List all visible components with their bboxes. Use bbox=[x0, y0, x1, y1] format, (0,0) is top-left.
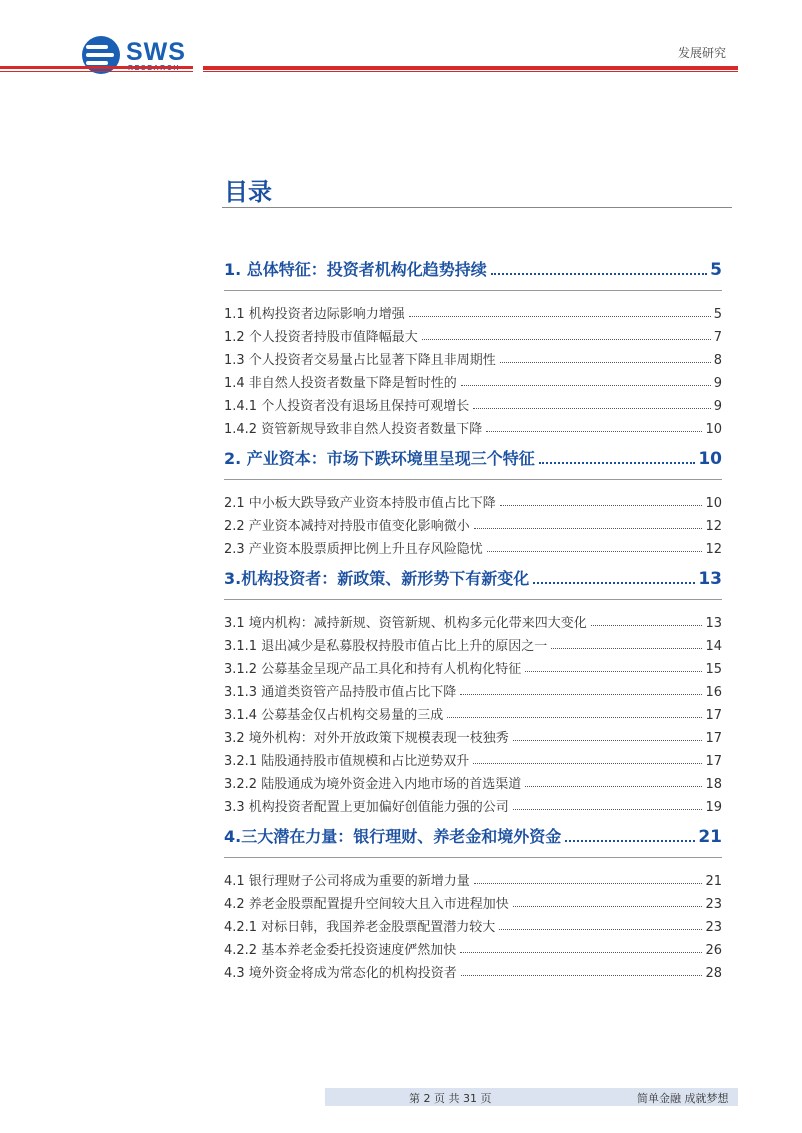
dot-leader bbox=[533, 582, 695, 584]
dot-leader bbox=[409, 316, 711, 317]
toc-subsection-entry[interactable] bbox=[224, 304, 722, 322]
subsection-title: 4.2.1 对标日韩，我国养老金股票配置潜力较大 bbox=[224, 920, 496, 935]
subsection-title: 4.3 境外资金将成为常态化的机构投资者 bbox=[224, 966, 457, 981]
chapter-title: 3.机构投资者：新政策、新形势下有新变化 bbox=[224, 569, 530, 588]
subsection-page-number: 23 bbox=[705, 897, 722, 912]
dot-leader bbox=[474, 528, 703, 529]
dot-leader bbox=[525, 671, 702, 672]
dot-leader bbox=[473, 763, 702, 764]
chapter-divider bbox=[224, 599, 722, 600]
header-divider bbox=[0, 66, 193, 69]
toc-subsection-entry[interactable] bbox=[224, 917, 722, 935]
footer-page-info: 第 2 页 共 31 页 bbox=[409, 1092, 492, 1105]
dot-leader bbox=[460, 952, 702, 953]
subsection-page-number: 12 bbox=[705, 519, 722, 534]
dot-leader bbox=[591, 625, 703, 626]
chapter-page-number: 13 bbox=[698, 569, 722, 589]
toc-subsection-entry[interactable] bbox=[224, 751, 722, 769]
dot-leader bbox=[500, 505, 703, 506]
dot-leader bbox=[461, 385, 711, 386]
subsection-page-number: 28 bbox=[705, 966, 722, 981]
toc-subsection-entry[interactable] bbox=[224, 728, 722, 746]
toc-subsection-entry[interactable] bbox=[224, 516, 722, 534]
toc-chapter-entry[interactable] bbox=[224, 825, 722, 847]
dot-leader bbox=[473, 408, 711, 409]
subsection-title: 3.3 机构投资者配置上更加偏好创值能力强的公司 bbox=[224, 800, 509, 815]
toc-subsection-entry[interactable] bbox=[224, 396, 722, 414]
header-divider-thin bbox=[0, 71, 193, 72]
toc-subsection-entry[interactable] bbox=[224, 774, 722, 792]
toc-section bbox=[224, 258, 722, 437]
toc-subsection-entry[interactable] bbox=[224, 705, 722, 723]
subsection-title: 3.1 境内机构：减持新规、资管新规、机构多元化带来四大变化 bbox=[224, 616, 587, 631]
toc-subsection-entry[interactable] bbox=[224, 963, 722, 981]
subsection-title: 3.1.4 公募基金仅占机构交易量的三成 bbox=[224, 708, 444, 723]
logo-text: SWS bbox=[126, 38, 186, 66]
dot-leader bbox=[513, 906, 703, 907]
sws-logo bbox=[82, 36, 192, 76]
subsection-page-number: 8 bbox=[713, 353, 722, 368]
dot-leader bbox=[461, 975, 703, 976]
dot-leader bbox=[486, 431, 702, 432]
toc-subsection-entry[interactable] bbox=[224, 350, 722, 368]
subsection-page-number: 10 bbox=[705, 422, 722, 437]
chapter-divider bbox=[224, 290, 722, 291]
subsection-page-number: 17 bbox=[705, 708, 722, 723]
toc-subsection-entry[interactable] bbox=[224, 871, 722, 889]
subsection-page-number: 21 bbox=[705, 874, 722, 889]
subsection-title: 2.3 产业资本股票质押比例上升且存风险隐忧 bbox=[224, 542, 483, 557]
toc-subsection-entry[interactable] bbox=[224, 682, 722, 700]
subsection-title: 3.1.3 通道类资管产品持股市值占比下降 bbox=[224, 685, 457, 700]
toc-chapter-entry[interactable] bbox=[224, 258, 722, 280]
chapter-title: 4.三大潜在力量：银行理财、养老金和境外资金 bbox=[224, 827, 562, 846]
toc-chapter-entry[interactable] bbox=[224, 567, 722, 589]
toc-subsection-entry[interactable] bbox=[224, 539, 722, 557]
toc-subsection-entry[interactable] bbox=[224, 373, 722, 391]
toc-subsection-entry[interactable] bbox=[224, 613, 722, 631]
toc-title: 目录 bbox=[224, 178, 272, 206]
subsection-page-number: 17 bbox=[705, 754, 722, 769]
dot-leader bbox=[422, 339, 711, 340]
subsection-title: 3.2.2 陆股通成为境外资金进入内地市场的首选渠道 bbox=[224, 777, 522, 792]
dot-leader bbox=[539, 462, 696, 464]
subsection-page-number: 19 bbox=[705, 800, 722, 815]
subsection-page-number: 12 bbox=[705, 542, 722, 557]
dot-leader bbox=[487, 551, 703, 552]
toc-section bbox=[224, 567, 722, 815]
chapter-divider bbox=[224, 479, 722, 480]
dot-leader bbox=[551, 648, 702, 649]
toc-subsection-entry[interactable] bbox=[224, 636, 722, 654]
subsection-title: 3.2.1 陆股通持股市值规模和占比逆势双升 bbox=[224, 754, 470, 769]
dot-leader bbox=[491, 273, 707, 275]
subsection-title: 1.3 个人投资者交易量占比显著下降且非周期性 bbox=[224, 353, 496, 368]
dot-leader bbox=[565, 840, 695, 842]
dot-leader bbox=[513, 740, 703, 741]
subsection-title: 2.1 中小板大跌导致产业资本持股市值占比下降 bbox=[224, 496, 496, 511]
subsection-title: 1.4.1 个人投资者没有退场且保持可观增长 bbox=[224, 399, 470, 414]
report-type-label: 发展研究 bbox=[677, 46, 726, 60]
subsection-title: 1.1 机构投资者边际影响力增强 bbox=[224, 307, 405, 322]
header-divider-right-thin bbox=[203, 71, 738, 72]
subsection-title: 2.2 产业资本减持对持股市值变化影响微小 bbox=[224, 519, 470, 534]
dot-leader bbox=[460, 694, 702, 695]
table-of-contents bbox=[224, 250, 722, 981]
subsection-page-number: 9 bbox=[713, 376, 722, 391]
subsection-page-number: 26 bbox=[705, 943, 722, 958]
subsection-title: 3.1.1 退出减少是私募股权持股市值占比上升的原因之一 bbox=[224, 639, 548, 654]
subsection-page-number: 16 bbox=[705, 685, 722, 700]
subsection-title: 1.2 个人投资者持股市值降幅最大 bbox=[224, 330, 418, 345]
chapter-title: 2. 产业资本：市场下跌环境里呈现三个特征 bbox=[224, 449, 535, 468]
toc-section bbox=[224, 825, 722, 981]
dot-leader bbox=[525, 786, 702, 787]
dot-leader bbox=[500, 362, 711, 363]
header-divider-right bbox=[203, 66, 738, 70]
subsection-page-number: 10 bbox=[705, 496, 722, 511]
dot-leader bbox=[474, 883, 703, 884]
subsection-title: 4.2 养老金股票配置提升空间较大且入市进程加快 bbox=[224, 897, 509, 912]
toc-subsection-entry[interactable] bbox=[224, 797, 722, 815]
dot-leader bbox=[513, 809, 703, 810]
toc-subsection-entry[interactable] bbox=[224, 659, 722, 677]
subsection-title: 3.2 境外机构：对外开放政策下规模表现一枝独秀 bbox=[224, 731, 509, 746]
toc-chapter-entry[interactable] bbox=[224, 447, 722, 469]
toc-subsection-entry[interactable] bbox=[224, 493, 722, 511]
subsection-page-number: 17 bbox=[705, 731, 722, 746]
subsection-page-number: 7 bbox=[713, 330, 722, 345]
footer-slogan: 简单金融 成就梦想 bbox=[637, 1092, 729, 1105]
chapter-page-number: 5 bbox=[710, 260, 722, 280]
subsection-page-number: 5 bbox=[713, 307, 722, 322]
toc-section bbox=[224, 447, 722, 557]
toc-subsection-entry[interactable] bbox=[224, 894, 722, 912]
chapter-title: 1. 总体特征：投资者机构化趋势持续 bbox=[224, 260, 487, 279]
chapter-page-number: 10 bbox=[698, 449, 722, 469]
subsection-page-number: 13 bbox=[705, 616, 722, 631]
chapter-page-number: 21 bbox=[698, 827, 722, 847]
subsection-title: 4.1 银行理财子公司将成为重要的新增力量 bbox=[224, 874, 470, 889]
subsection-page-number: 18 bbox=[705, 777, 722, 792]
subsection-page-number: 15 bbox=[705, 662, 722, 677]
toc-subsection-entry[interactable] bbox=[224, 419, 722, 437]
subsection-page-number: 9 bbox=[713, 399, 722, 414]
subsection-title: 3.1.2 公募基金呈现产品工具化和持有人机构化特征 bbox=[224, 662, 522, 677]
chapter-divider bbox=[224, 857, 722, 858]
subsection-title: 1.4 非自然人投资者数量下降是暂时性的 bbox=[224, 376, 457, 391]
toc-title-divider bbox=[222, 207, 732, 208]
subsection-page-number: 14 bbox=[705, 639, 722, 654]
toc-subsection-entry[interactable] bbox=[224, 327, 722, 345]
subsection-page-number: 23 bbox=[705, 920, 722, 935]
dot-leader bbox=[499, 929, 702, 930]
subsection-title: 1.4.2 资管新规导致非自然人投资者数量下降 bbox=[224, 422, 483, 437]
subsection-title: 4.2.2 基本养老金委托投资速度俨然加快 bbox=[224, 943, 457, 958]
toc-subsection-entry[interactable] bbox=[224, 940, 722, 958]
dot-leader bbox=[447, 717, 702, 718]
